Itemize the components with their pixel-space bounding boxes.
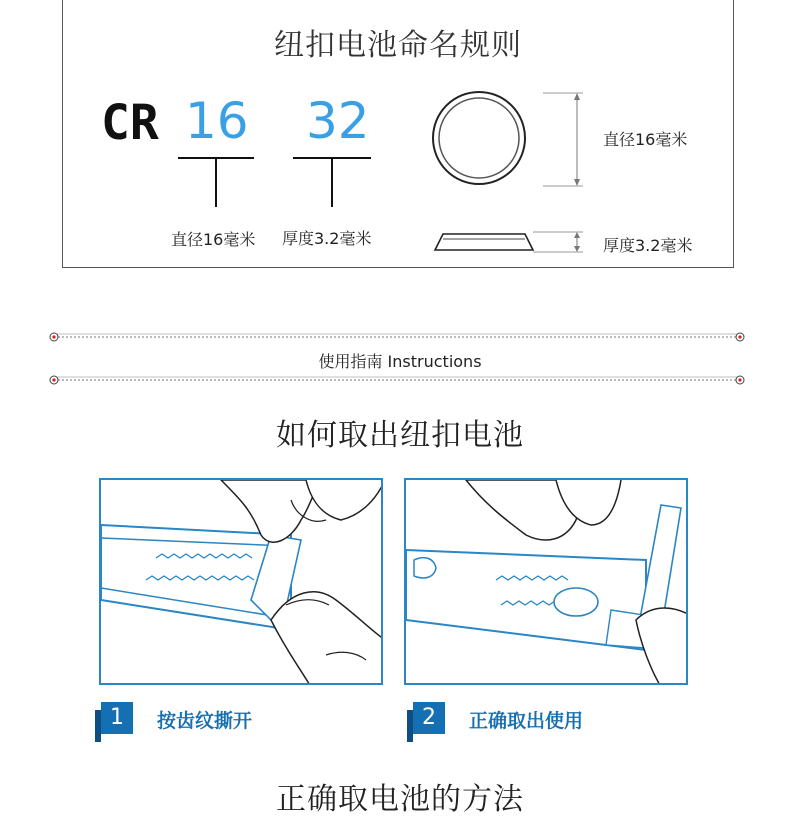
tear-package-icon <box>101 480 383 685</box>
thickness-code: 32 <box>306 92 370 150</box>
step-2-illustration <box>404 478 688 685</box>
battery-side-view-icon <box>435 234 533 250</box>
step-1-label: 按齿纹撕开 <box>157 710 253 732</box>
naming-rule-panel <box>62 0 734 268</box>
step-1-illustration <box>99 478 383 685</box>
battery-prefix: CR <box>101 95 159 151</box>
diameter-caption: 直径16毫米 <box>171 230 256 249</box>
remove-battery-icon <box>406 480 688 685</box>
step-2-number: 2 <box>413 702 445 734</box>
instructions-label: 使用指南 Instructions <box>318 352 482 371</box>
naming-rule-title: 纽扣电池命名规则 <box>274 28 522 63</box>
correct-method-title: 正确取电池的方法 <box>276 782 524 817</box>
step-1-number: 1 <box>101 702 133 734</box>
side-diameter-label: 直径16毫米 <box>603 130 688 149</box>
thickness-caption: 厚度3.2毫米 <box>282 229 372 248</box>
side-thickness-label: 厚度3.2毫米 <box>603 236 693 255</box>
how-to-remove-title: 如何取出纽扣电池 <box>276 418 524 453</box>
step-2-label: 正确取出使用 <box>469 710 584 732</box>
diameter-code: 16 <box>185 92 249 150</box>
battery-top-view-icon <box>433 92 525 184</box>
